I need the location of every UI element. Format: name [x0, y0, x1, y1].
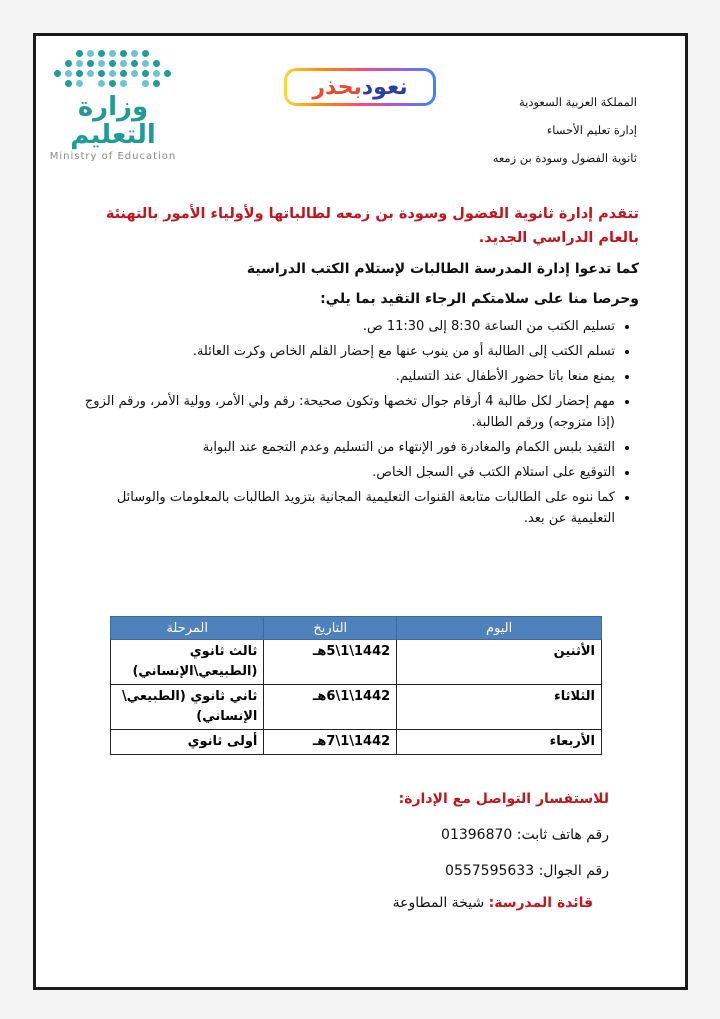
logo-dot: [65, 60, 72, 67]
list-item: • كما ننوه على الطالبات متابعة القنوات التعليمية المجانية بتزويد الطالبات بالمعلومات والوسائل التعليمية عن بعد.: [76, 487, 615, 529]
logo-dot: [164, 70, 171, 77]
logo-dot: [76, 70, 83, 77]
leader-name: شيخة المطاوعة: [392, 895, 485, 911]
cell-day: الأثنين: [397, 640, 602, 685]
list-item: • التقيد بلبس الكمام والمغادرة فور الإنتهاء من التسليم وعدم التجمع عند البوابة: [76, 437, 615, 458]
logo-dot: [109, 60, 116, 67]
table-row: [111, 730, 602, 755]
landline-number: رقم هاتف ثابت: 01396870: [441, 827, 609, 843]
header-school: ثانوية الفضول وسودة بن زمعه: [492, 151, 637, 165]
campaign-word-2: بحذر: [312, 74, 362, 100]
logo-dot: [76, 80, 83, 87]
logo-dot: [131, 80, 138, 87]
list-item: • يمنع منعا باتا حضور الأطفال عند التسليم.: [76, 366, 615, 387]
cell-stage: ثالث ثانوي (الطبيعي\الإنساني): [111, 640, 264, 685]
letter-header: [493, 88, 637, 172]
cell-date: 1442\1\7هـ: [264, 730, 397, 755]
logo-dot: [87, 70, 94, 77]
logo-dot: [131, 70, 138, 77]
cell-day: الثلاثاء: [397, 685, 602, 730]
logo-dot: [131, 60, 138, 67]
cell-date: 1442\1\6هـ: [264, 685, 397, 730]
header-stage: المرحلة: [111, 617, 264, 640]
table-row: [111, 685, 602, 730]
list-item: • مهم إحضار لكل طالبة 4 أرقام جوال تخصها وتكون صحيحة: رقم ولي الأمر، وولية الأمر، ورقم الزوج (إذا متزوجه) ورقم الطالبة.: [76, 391, 615, 433]
cell-stage: أولى ثانوي: [111, 730, 264, 755]
cell-date: 1442\1\5هـ: [264, 640, 397, 685]
logo-dot: [54, 80, 61, 87]
ministry-name-arabic: وزارة التعليم: [70, 92, 156, 150]
logo-dot: [120, 60, 127, 67]
logo-dot: [142, 80, 149, 87]
list-item: • تسلم الكتب إلى الطالبة أو من ينوب عنها مع إحضار القلم الخاص وكرت العائلة.: [76, 341, 615, 362]
logo-dot: [142, 70, 149, 77]
logo-dot: [98, 60, 105, 67]
header-department: إدارة تعليم الأحساء: [546, 123, 637, 137]
logo-dot: [65, 70, 72, 77]
contact-section: [393, 788, 609, 914]
logo-dot: [65, 50, 72, 57]
logo-dot: [76, 60, 83, 67]
logo-dot: [153, 60, 160, 67]
logo-dot: [109, 80, 116, 87]
logo-dot: [120, 80, 127, 87]
leader-label: قائدة المدرسة:: [488, 895, 593, 911]
schedule-table: [110, 616, 602, 755]
logo-dot: [54, 50, 61, 57]
cell-stage: ثاني ثانوي (الطبيعي\ الإنساني): [111, 685, 264, 730]
header-day: اليوم: [397, 617, 602, 640]
logo-dot: [98, 70, 105, 77]
logo-dot: [153, 70, 160, 77]
ministry-logo: [48, 46, 178, 162]
logo-dot: [87, 60, 94, 67]
logo-dot: [98, 50, 105, 57]
intro-paragraph: تتقدم إدارة ثانوية الفضول وسودة بن زمعه لطالباتها ولأولياء الأمور بالتهنئة بالعام الدراسي الجديد.: [105, 206, 639, 246]
logo-dot: [109, 70, 116, 77]
cell-day: الأربعاء: [397, 730, 602, 755]
logo-dot: [153, 80, 160, 87]
logo-dot: [153, 50, 160, 57]
logo-dot: [87, 50, 94, 57]
letter-body: [76, 202, 639, 533]
invite-line: كما تدعوا إدارة المدرسة الطالبات لإستلام الكتب الدراسية: [246, 261, 639, 277]
logo-dot: [98, 80, 105, 87]
logo-dot: [142, 60, 149, 67]
logo-dot: [76, 50, 83, 57]
logo-dot: [164, 50, 171, 57]
campaign-word-1: نعود: [361, 74, 408, 100]
logo-dot: [54, 70, 61, 77]
logo-dot: [65, 80, 72, 87]
header-kingdom: المملكة العربية السعودية: [519, 95, 637, 109]
contact-heading: للاستفسار التواصل مع الإدارة:: [398, 791, 609, 807]
campaign-logo: [284, 68, 436, 106]
ministry-name-english: Ministry of Education: [49, 151, 177, 162]
mobile-number: رقم الجوال: 0557595633: [445, 863, 609, 879]
logo-dot: [164, 80, 171, 87]
document-page: [33, 33, 688, 990]
logo-dot: [164, 60, 171, 67]
logo-dot: [87, 80, 94, 87]
logo-dot-pattern: [48, 50, 178, 87]
logo-dot: [109, 50, 116, 57]
logo-dot: [120, 70, 127, 77]
table-header-row: [111, 617, 602, 640]
logo-dot: [142, 50, 149, 57]
list-item: • التوقيع على استلام الكتب في السجل الخاص.: [76, 462, 615, 483]
rules-list: [76, 316, 639, 529]
table-row: [111, 640, 602, 685]
logo-dot: [120, 50, 127, 57]
logo-dot: [131, 50, 138, 57]
rules-intro: وحرصا منا على سلامتكم الرجاء التقيد بما يلي:: [320, 291, 639, 307]
logo-dot: [54, 60, 61, 67]
header-date: التاريخ: [264, 617, 397, 640]
list-item: • تسليم الكتب من الساعة 8:30 إلى 11:30 ص.: [76, 316, 615, 337]
school-leader: [393, 892, 593, 914]
